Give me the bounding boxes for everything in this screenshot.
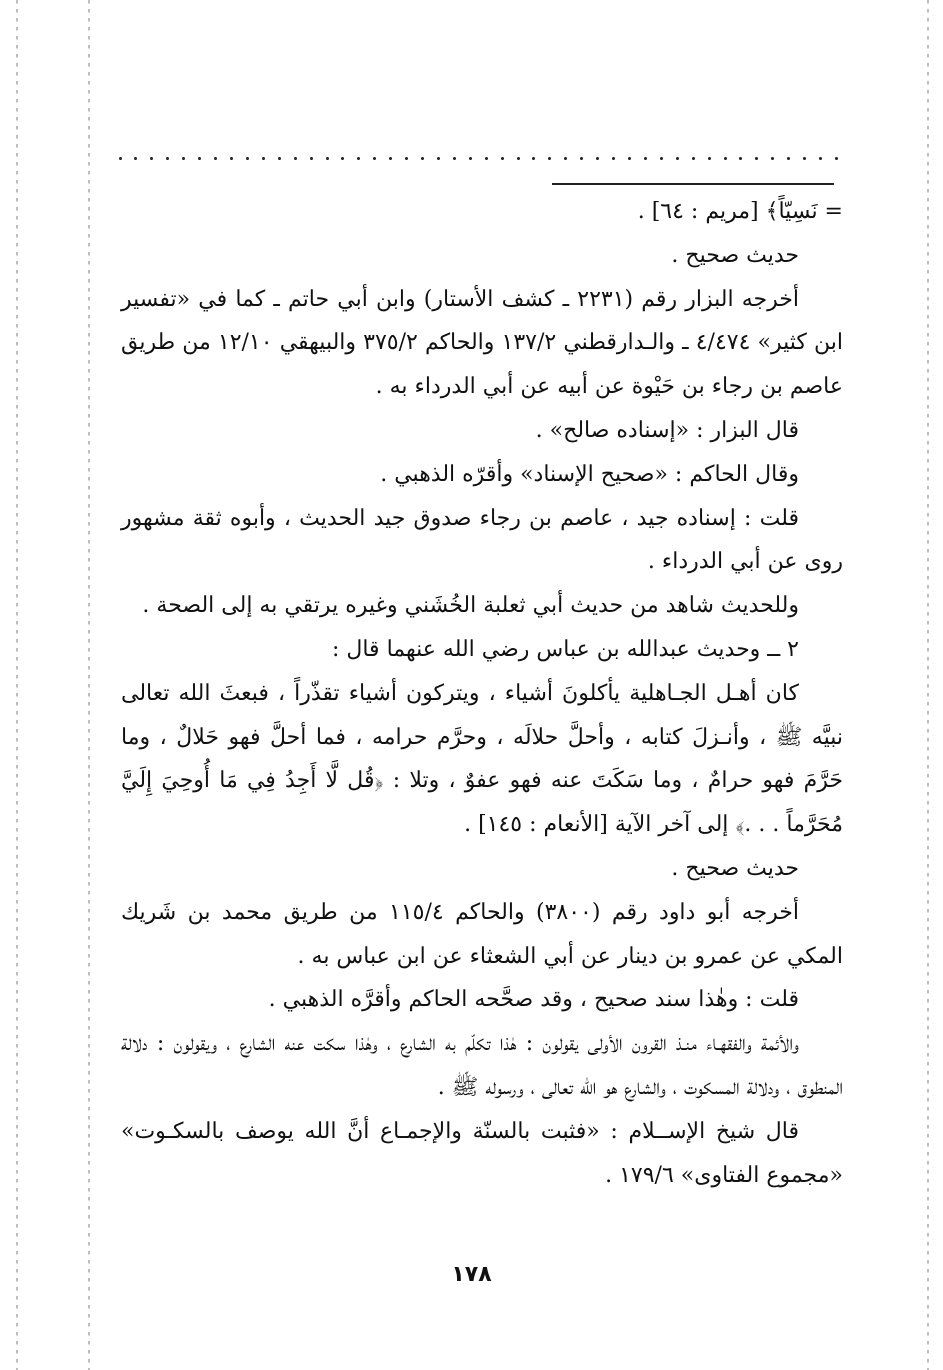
separator-dot [341, 157, 344, 160]
paragraph-hadith-grade: حديث صحيح . [671, 242, 799, 268]
page-body-text [121, 190, 843, 1197]
right-margin-dots [927, 0, 929, 1370]
paragraph-continuation: = نَسِيّاً﴾ [مريم : ٦٤] . [637, 199, 843, 224]
paragraph-supporting-hadith: وللحديث شاهد من حديث أبي ثعلبة الخُشَني وغيره يرتقي به إلى الصحة . [142, 593, 799, 619]
separator-dot [262, 157, 265, 160]
separator-dot [119, 157, 122, 160]
paragraph-hadith-two-takhrij: أخرجه أبو داود رقم (٣٨٠٠) والحاكم ١١٥/٤ من طريق محمد بن شَريك المكي عن عمرو بن دينار عن أبي الشعثاء عن ابن عباس به . [121, 899, 843, 969]
separator-dot [532, 157, 535, 160]
separator-dot [564, 157, 567, 160]
separator-dot [310, 157, 313, 160]
separator-dot [835, 157, 838, 160]
paragraph-author-note: قلت : إسناده جيد ، عاصم بن رجاء صدوق جيد الحديث ، وأبوه ثقة مشهور روى عن أبي الدرداء . [121, 505, 843, 575]
paragraph-takhrij: أخرجه البزار رقم (٢٢٣١ ـ كشف الأستار) وابن أبي حاتم ـ كما في «تفسير ابن كثير» ٤/٤٧٤ ـ والـدارقطني ١٣٧/٢ والحاكم ٣٧٥/٢ والبيهقي ١٢/١٠ من طريق عاصم بن رجاء بن حَيْوة عن أبيه عن أبي الدرداء به . [121, 286, 843, 400]
dotted-separator [118, 152, 838, 164]
separator-dot [596, 157, 599, 160]
separator-dot [803, 157, 806, 160]
separator-dot [230, 157, 233, 160]
footnote-separator-line [552, 183, 834, 185]
separator-dot [485, 157, 488, 160]
separator-dot [787, 157, 790, 160]
separator-dot [469, 157, 472, 160]
separator-dot [198, 157, 201, 160]
separator-dot [612, 157, 615, 160]
separator-dot [246, 157, 249, 160]
separator-dot [644, 157, 647, 160]
separator-dot [724, 157, 727, 160]
separator-dot [421, 157, 424, 160]
paragraph-hadith-two-author-note: قلت : وهٰذا سند صحيح ، وقد صحَّحه الحاكم وأقرَّه الذهبي . [268, 987, 799, 1013]
separator-dot [437, 157, 440, 160]
separator-dot [214, 157, 217, 160]
page-number: ١٧٨ [451, 1262, 492, 1287]
separator-dot [771, 157, 774, 160]
separator-dot [708, 157, 711, 160]
separator-dot [628, 157, 631, 160]
paragraph-hadith-two-heading: ٢ ــ وحديث عبدالله بن عباس رضي الله عنهما قال : [331, 636, 799, 662]
separator-dot [389, 157, 392, 160]
paragraph-ibn-taymiyya-quote: قال شيخ الإســلام : «فثبت بالسنّة والإجمـاع أنَّ الله يوصف بالسكـوت» «مجموع الفتاوى» ١٧٩/٦ . [121, 1118, 843, 1188]
separator-dot [548, 157, 551, 160]
separator-dot [134, 157, 137, 160]
separator-dot [819, 157, 822, 160]
separator-dot [517, 157, 520, 160]
separator-dot [405, 157, 408, 160]
paragraph-hakim-quote: وقال الحاكم : «صحيح الإسناد» وأقرّه الذهبي . [380, 461, 799, 487]
separator-dot [166, 157, 169, 160]
separator-dot [739, 157, 742, 160]
separator-dot [501, 157, 504, 160]
separator-dot [373, 157, 376, 160]
separator-dot [278, 157, 281, 160]
paragraph-scholars-statement: والأئمة والفقهـاء منـذ القرون الأولى يقولون : هٰذا تكلّم به الشارع ، وهٰذا سكت عنه الشارع ، ويقولون : دلالة المنطوق ، ودلالة المسكوت ، والشارع هو الله تعالى ، ورسوله ﷺ . [121, 1031, 843, 1100]
paragraph-hadith-two-text: كان أهـل الجـاهلية يأكلونَ أشياء ، ويتركون أشياء تقذّراً ، فبعثَ الله تعالى نبيَّه ﷺ ، وأنـزلَ كتابه ، وأحلَّ حلالَه ، وحرَّم حرامه ، فما أحلَّ فهو حَلالٌ ، وما حَرَّمَ فهو حرامٌ ، وما سَكَتَ عنه فهو عفوٌ ، وتلا : ﴿قُل لَّا أَجِدُ فِي مَا أُوحِيَ إِلَيَّ مُحَرَّماً . . .﴾ إلى آخر الآية [الأنعام : ١٤٥] . [121, 680, 843, 838]
separator-dot [580, 157, 583, 160]
separator-dot [326, 157, 329, 160]
separator-dot [755, 157, 758, 160]
left-margin-dots-inner [88, 0, 90, 1370]
paragraph-bazzar-quote: قال البزار : «إسناده صالح» . [535, 417, 799, 443]
separator-dot [660, 157, 663, 160]
left-margin-dots [16, 0, 18, 1370]
separator-dot [453, 157, 456, 160]
separator-dot [692, 157, 695, 160]
paragraph-hadith-two-grade: حديث صحيح . [671, 855, 799, 881]
separator-dot [182, 157, 185, 160]
separator-dot [150, 157, 153, 160]
separator-dot [676, 157, 679, 160]
separator-dot [357, 157, 360, 160]
separator-dot [294, 157, 297, 160]
